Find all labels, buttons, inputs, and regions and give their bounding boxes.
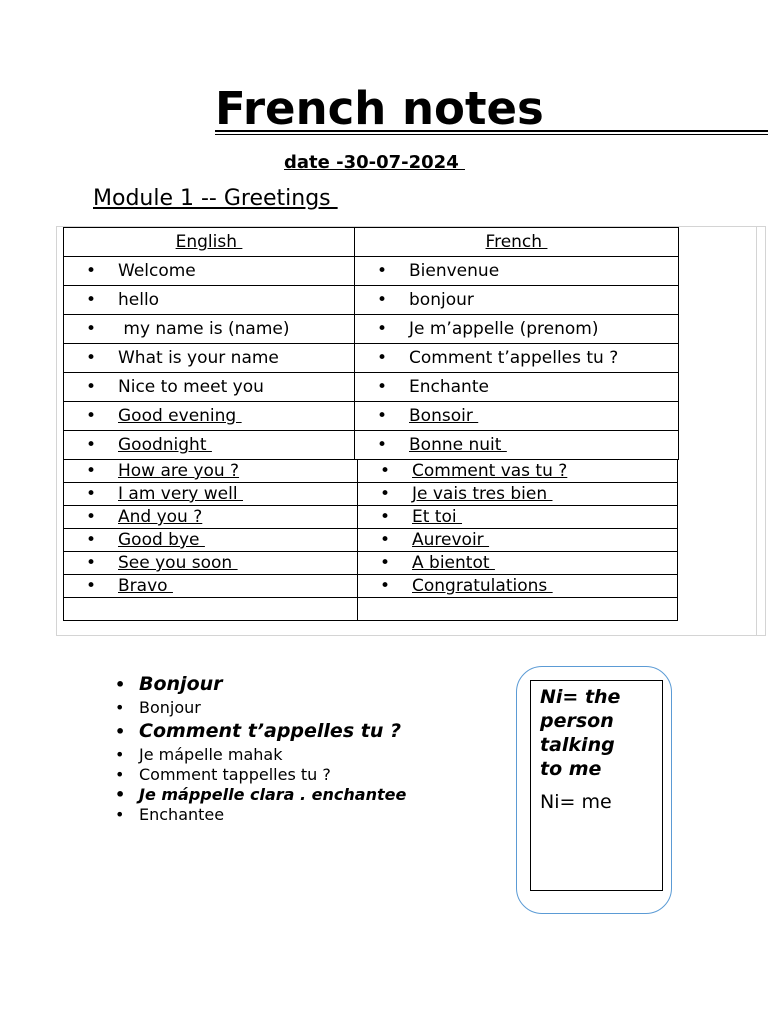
bullet-icon: •	[85, 319, 97, 339]
bullet-icon: •	[115, 805, 125, 824]
bullet-icon: •	[115, 675, 126, 694]
bullet-icon: •	[115, 785, 126, 804]
vocab-table-bottom	[63, 459, 678, 621]
bullet-icon: •	[85, 348, 97, 368]
bullet-icon: •	[85, 435, 97, 455]
english-cell-text: Good evening	[118, 406, 242, 426]
english-cell-text: Bravo	[118, 576, 173, 596]
french-cell-text: Congratulations	[412, 576, 553, 596]
bullet-icon: •	[85, 507, 97, 527]
english-cell-text: Goodnight	[118, 435, 212, 455]
table-row	[64, 552, 678, 575]
french-cell-text: Je vais tres bien	[412, 484, 553, 504]
table-row	[64, 257, 679, 286]
bullet-icon: •	[379, 553, 391, 573]
date-line: date -30-07-2024	[284, 152, 465, 173]
table-row	[64, 344, 679, 373]
table-row	[64, 575, 678, 598]
header-english: English	[64, 228, 355, 257]
french-cell	[358, 460, 678, 483]
header-french: French	[355, 228, 679, 257]
english-cell	[64, 402, 355, 431]
french-cell-text: A bientot	[412, 553, 495, 573]
english-cell	[64, 460, 358, 483]
module-heading: Module 1 -- Greetings	[93, 186, 338, 211]
french-cell	[358, 506, 678, 529]
list-item	[115, 698, 406, 717]
title-underline-thin	[215, 134, 768, 135]
bullet-icon: •	[115, 722, 126, 741]
english-cell-text: Welcome	[118, 261, 196, 281]
english-cell	[64, 344, 355, 373]
notes-list	[115, 670, 406, 825]
english-cell-text: And you ?	[118, 507, 203, 527]
vocab-table-top	[63, 227, 679, 460]
french-cell	[355, 373, 679, 402]
french-cell	[358, 552, 678, 575]
english-cell	[64, 373, 355, 402]
bullet-icon: •	[376, 348, 388, 368]
english-cell	[64, 506, 358, 529]
bullet-icon: •	[85, 461, 97, 481]
english-cell	[64, 286, 355, 315]
french-cell-text: Bonne nuit	[409, 435, 507, 455]
french-cell-text: Comment vas tu ?	[412, 461, 568, 481]
french-cell-text: Aurevoir	[412, 530, 490, 550]
list-item	[115, 673, 406, 695]
english-cell	[64, 552, 358, 575]
french-cell	[355, 286, 679, 315]
english-cell	[64, 431, 355, 460]
callout-meaning: Ni= me	[540, 791, 612, 813]
bullet-icon: •	[85, 576, 97, 596]
table-row-empty	[64, 598, 678, 621]
english-cell	[64, 483, 358, 506]
bullet-icon: •	[379, 530, 391, 550]
bullet-icon: •	[85, 530, 97, 550]
french-cell	[355, 402, 679, 431]
english-cell-text: What is your name	[118, 348, 279, 368]
french-cell-text: Comment t’appelles tu ?	[409, 348, 619, 368]
english-cell	[64, 315, 355, 344]
bullet-icon: •	[115, 745, 125, 764]
french-cell	[358, 575, 678, 598]
callout-text-box	[530, 680, 663, 891]
bullet-icon: •	[85, 290, 97, 310]
french-cell	[355, 344, 679, 373]
bullet-icon: •	[376, 435, 388, 455]
table-row	[64, 373, 679, 402]
english-cell-text: How are you ?	[118, 461, 240, 481]
bullet-icon: •	[85, 553, 97, 573]
english-cell-text: Good bye	[118, 530, 205, 550]
table-row	[64, 402, 679, 431]
french-cell-text: Et toi	[412, 507, 463, 527]
english-cell	[64, 575, 358, 598]
bullet-icon: •	[85, 484, 97, 504]
note-text: Comment tappelles tu ?	[139, 765, 331, 784]
note-text: Bonjour	[139, 673, 223, 695]
empty-cell	[64, 598, 358, 621]
bullet-icon: •	[379, 576, 391, 596]
note-text: Je máppelle clara . enchantee	[139, 785, 407, 804]
table-frame-edge	[756, 226, 757, 636]
list-item	[115, 785, 406, 804]
bullet-icon: •	[376, 377, 388, 397]
list-item	[115, 720, 406, 742]
page-title: French notes	[215, 82, 544, 135]
bullet-icon: •	[379, 484, 391, 504]
empty-cell	[358, 598, 678, 621]
french-cell	[358, 483, 678, 506]
note-text: Je mápelle mahak	[139, 745, 283, 764]
english-cell	[64, 257, 355, 286]
bullet-icon: •	[115, 765, 125, 784]
list-item	[115, 745, 406, 764]
french-cell	[358, 529, 678, 552]
english-cell	[64, 529, 358, 552]
note-text: Comment t’appelles tu ?	[139, 720, 401, 742]
french-cell-text: bonjour	[409, 290, 474, 310]
english-cell-text: I am very well	[118, 484, 243, 504]
callout-definition: Ni= the person talking to me	[540, 686, 621, 780]
english-cell-text: hello	[118, 290, 160, 310]
french-cell	[355, 257, 679, 286]
bullet-icon: •	[115, 698, 125, 717]
table-row	[64, 315, 679, 344]
table-row	[64, 506, 678, 529]
french-cell	[355, 431, 679, 460]
french-cell-text: Je m’appelle (prenom)	[409, 319, 599, 339]
bullet-icon: •	[379, 507, 391, 527]
list-item	[115, 765, 406, 784]
note-text: Bonjour	[139, 698, 201, 717]
bullet-icon: •	[376, 319, 388, 339]
title-underline	[215, 130, 768, 132]
bullet-icon: •	[85, 261, 97, 281]
table-row	[64, 431, 679, 460]
table-row	[64, 286, 679, 315]
english-cell-text: my name is (name)	[118, 319, 290, 339]
bullet-icon: •	[85, 377, 97, 397]
french-cell-text: Enchante	[409, 377, 489, 397]
english-cell-text: See you soon	[118, 553, 238, 573]
bullet-icon: •	[376, 290, 388, 310]
french-cell-text: Bienvenue	[409, 261, 500, 281]
french-cell	[355, 315, 679, 344]
bullet-icon: •	[379, 461, 391, 481]
table-row	[64, 460, 678, 483]
bullet-icon: •	[85, 406, 97, 426]
bullet-icon: •	[376, 261, 388, 281]
table-header-row	[64, 228, 679, 257]
list-item	[115, 805, 406, 824]
note-text: Enchantee	[139, 805, 225, 824]
table-row	[64, 483, 678, 506]
table-row	[64, 529, 678, 552]
bullet-icon: •	[376, 406, 388, 426]
french-cell-text: Bonsoir	[409, 406, 479, 426]
english-cell-text: Nice to meet you	[118, 377, 264, 397]
